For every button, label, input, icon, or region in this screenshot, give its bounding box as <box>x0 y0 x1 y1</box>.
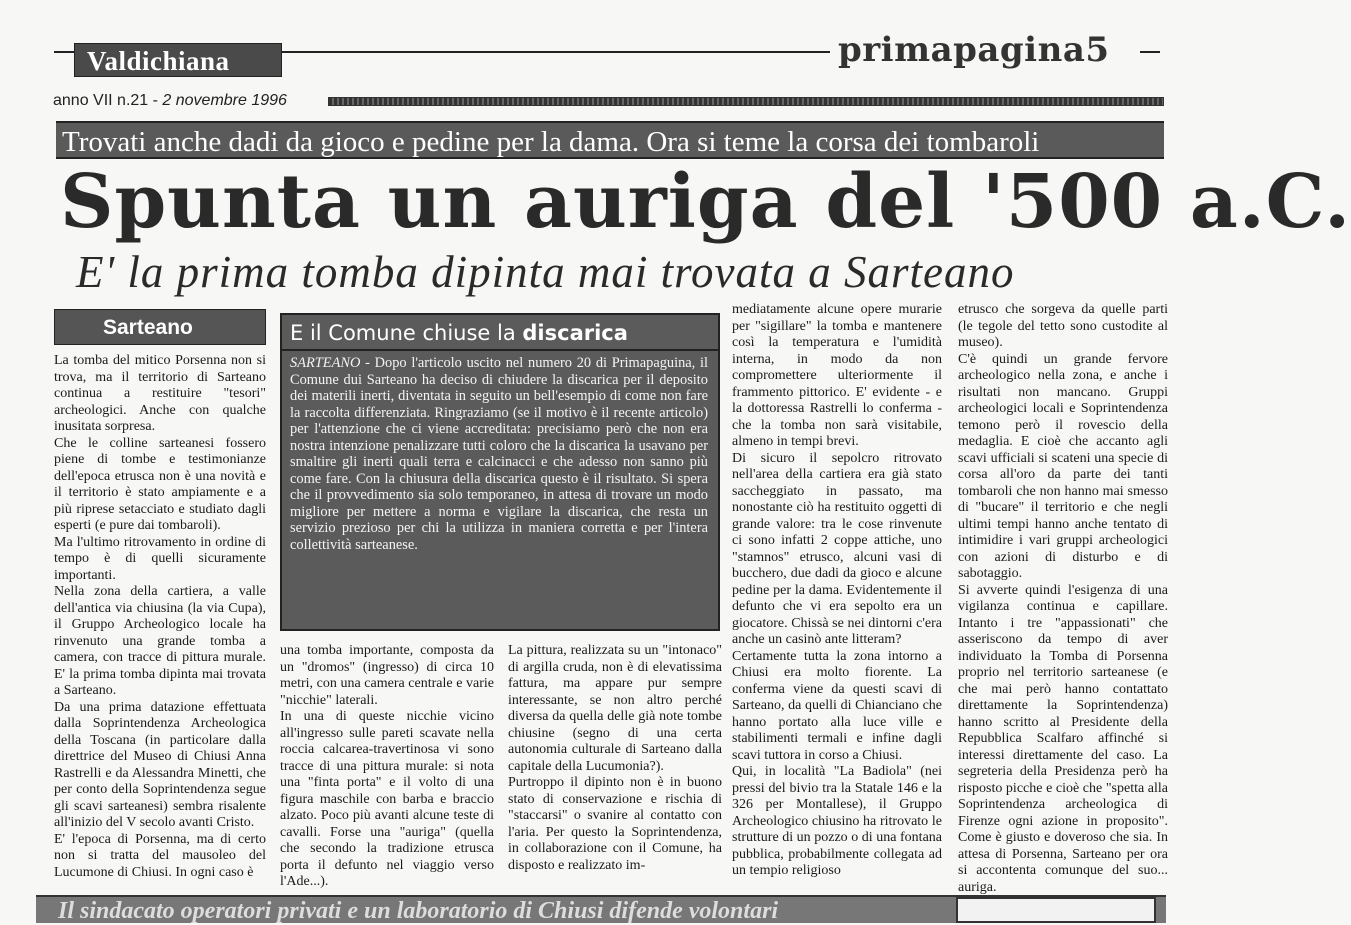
paragraph: etrusco che sorgeva da quelle parti (le tegole del tetto sono custodite al museo). <box>958 302 1168 350</box>
footer-strip: Il sindacato operatori privati e un laboratorio di Chiusi difende volontari <box>36 895 1166 923</box>
issue-date: 2 novembre 1996 <box>162 92 287 109</box>
boxed-article <box>280 313 720 631</box>
paragraph: In una di queste nicchie vicino all'ingresso sulle pareti scavate nella roccia calcarea-travertinosa vi sono tracce di una pittura murale: si nota una "finta porta" e il volto di una figura maschile con barba e braccio alzato. Poco più avanti alcune teste di cavalli. Forse una "auriga" (quella che secondo la tradizione etrusca porta il defunto nel viaggio verso l'Ade...). <box>280 709 494 889</box>
header-rule-left <box>54 51 74 53</box>
footer-box <box>956 897 1156 923</box>
page-name: primapagina5 <box>838 30 1110 70</box>
paragraph: Da una prima datazione effettuata dalla Soprintendenza Archeologica della Toscana (in particolare dalla direttrice del Museo di Chiusi Anna Rastrelli e da Alessandra Minetti, che per conto della Soprintendenza segue gli scavi sarteanesi) sembra risalente all'inizio del V secolo avanti Cristo. <box>54 699 266 830</box>
column-3 <box>508 643 722 874</box>
issue-bar <box>328 97 1164 106</box>
paragraph: C'è quindi un grande fervore archeologico nella zona, e anche i risultati non mancano. Gruppi archeologici locali e Soprintendenza temono però il rovescio della medaglia. E cioè che accanto agli scavi ufficiali si scateni una specie di corsa all'oro da parte dei tanti tombaroli che non hanno mai smesso di "bucare" il territorio e che negli ultimi tempi hanno anche tentato di intimidire i vari gruppi archeologici con azioni di disturbo e di sabotaggio. <box>958 351 1168 581</box>
boxed-title-emphasis: discarica <box>522 321 628 345</box>
boxed-text: - Dopo l'articolo uscito nel numero 20 di Primapaguina, il Comune dui Sarteano ha deciso di chiudere la discarica per il deposito dei materili inerti, diventata in seguito un bell'esempio di come non fare la raccolta differenziata. Ringraziamo (se il motivo è il recente articolo) per l'attenzione che ci viene accreditata: precisiamo però che non era nostra intenzione penalizzare tutti coloro che la discarica la usavano per smaltire gli inerti quali terra e calcinacci e che adesso non sanno più come fare. Con la chiusura della discarica questo è il risultato. Si spera che il provvedimento sia solo temporaneo, in attesa di trovare un modo migliore per mettere a norma e vigilare la discarica, che resta un servizio prezioso per chi la utilizza in maniera corretta e per l'intera collettività sarteanese. <box>290 355 708 553</box>
boxed-title-part: E il Comune chiuse la <box>290 321 523 345</box>
subhead: E' la prima tomba dipinta mai trovata a Sarteano <box>76 247 1015 297</box>
paragraph: Che le colline sarteanesi fossero piene di tombe e testimonianze dell'epoca etrusca non è una novità e il territorio è stato ampiamente e a più riprese setacciato e studiato dagli esperti (e pure dai tombaroli). <box>54 435 266 533</box>
boxed-dateline: SARTEANO <box>290 355 361 371</box>
paragraph: mediatamente alcune opere murarie per "sigillare" la tomba e mantenere così la temperatura e l'umidità interna, in modo da non compromettere ulteriormente il frammento pittorico. E' evidente - e la dottoressa Rastrelli lo conferma - che la tomba non sarà visitabile, almeno in tempi brevi. <box>732 302 942 449</box>
column-5 <box>958 302 1168 896</box>
header-rule-middle <box>282 51 830 53</box>
issue-number: anno VII n.21 - <box>53 92 163 109</box>
paragraph: La pittura, realizzata su un "intonaco" di argilla cruda, non è di elevatissima fattura, ma appare pur sempre interessante, se non altro perché diversa da quella delle già note tombe chiusine (segno di una certa autonomia culturale di Sarteano dalla capitale della Lucumonia?). <box>508 643 722 774</box>
column-4 <box>732 302 942 880</box>
boxed-title <box>290 317 628 349</box>
headline: Spunta un auriga del '500 a.C. <box>60 159 1351 245</box>
paragraph: Ma l'ultimo ritrovamento in ordine di tempo è di quelli sicuramente importanti. <box>54 534 266 583</box>
boxed-rule <box>282 349 718 351</box>
paragraph: La tomba del mitico Porsenna non si trova, ma il territorio di Sarteano continua a restituire "tesori" archeologici. Anche con qualche inusitata sorpresa. <box>54 353 266 434</box>
paragraph: Certamente tutta la zona intorno a Chiusi era molto fiorente. La conferma viene da questi scavi di Sarteano, da quelli di Chianciano che hanno portato alla luce ville e stabilimenti termali e infine dagli scavi tuttora in corso a Chiusi. <box>732 648 942 763</box>
paragraph: Di sicuro il sepolcro ritrovato nell'area della cartiera era già stato saccheggiato in passato, ma nonostante ciò ha restituito oggetti di grande valore: tra le cose rinvenute ci sono infatti 2 coppe attiche, uno "stamnos" etrusco, alcuni vasi di bucchero, due dadi da gioco e alcune pedine per la dama. Evidentemente il defunto che vi era sepolto era un giocatore. Chissà se nei dintorni c'era anche un casinò ante litteram? <box>732 450 942 647</box>
column-2 <box>280 643 494 891</box>
section-tag: Valdichiana <box>74 43 282 77</box>
header-rule-right <box>1140 51 1160 53</box>
paragraph: Si avverte quindi l'esigenza di una vigilanza continua e capillare. Intanto i tre "appassionati" che asseriscono da tempo di aver individuato la Tomba di Porsenna proprio nel territorio sarteanese (e che mai però hanno contattato direttamente la Soprintendenza) hanno scritto al Presidente della Repubblica Scalfaro affinché si interessi direttamente del caso. La segreteria della Presidenza però ha risposto picche e cioè che "spetta alla Soprintendenza archeologica di Firenze ogni azione in proposito". Come è giusto e doveroso che sia. In attesa di Porsenna, Sarteano per ora si accontenta comunque del suo... auriga. <box>958 582 1168 895</box>
section-label: Sarteano <box>54 309 266 345</box>
kicker: Trovati anche dadi da gioco e pedine per la dama. Ora si teme la corsa dei tombaroli <box>56 121 1164 159</box>
paragraph: Nella zona della cartiera, a valle dell'antica via chiusina (la via Cupa), il Gruppo Archeologico locale ha rinvenuto una grande tomba a camera, con tracce di pittura murale. E' la prima tomba dipinta mai trovata a Sarteano. <box>54 584 266 698</box>
paragraph: E' l'epoca di Porsenna, ma di certo non si tratta del mausoleo del Lucumone di Chiusi. In ogni caso è <box>54 831 266 880</box>
boxed-body <box>290 355 708 553</box>
paragraph: Qui, in località "La Badiola" (nei pressi del bivio tra la Statale 146 e la 326 per Montallese), il Gruppo Archeologico chiusino ha ritrovato le strutture di un pozzo o di una fontana pubblica, probabilmente collegata ad un tempio religioso <box>732 764 942 878</box>
column-1 <box>54 353 266 881</box>
paragraph: Purtroppo il dipinto non è in buono stato di conservazione e rischia di "staccarsi" o svanire al contatto con l'aria. Per questo la Soprintendenza, in collaborazione con il Comune, ha disposto e realizzato im- <box>508 775 722 873</box>
paragraph: una tomba importante, composta da un "dromos" (ingresso) di circa 10 metri, con una camera centrale e varie "nicchie" laterali. <box>280 643 494 708</box>
issue-line <box>53 92 287 110</box>
